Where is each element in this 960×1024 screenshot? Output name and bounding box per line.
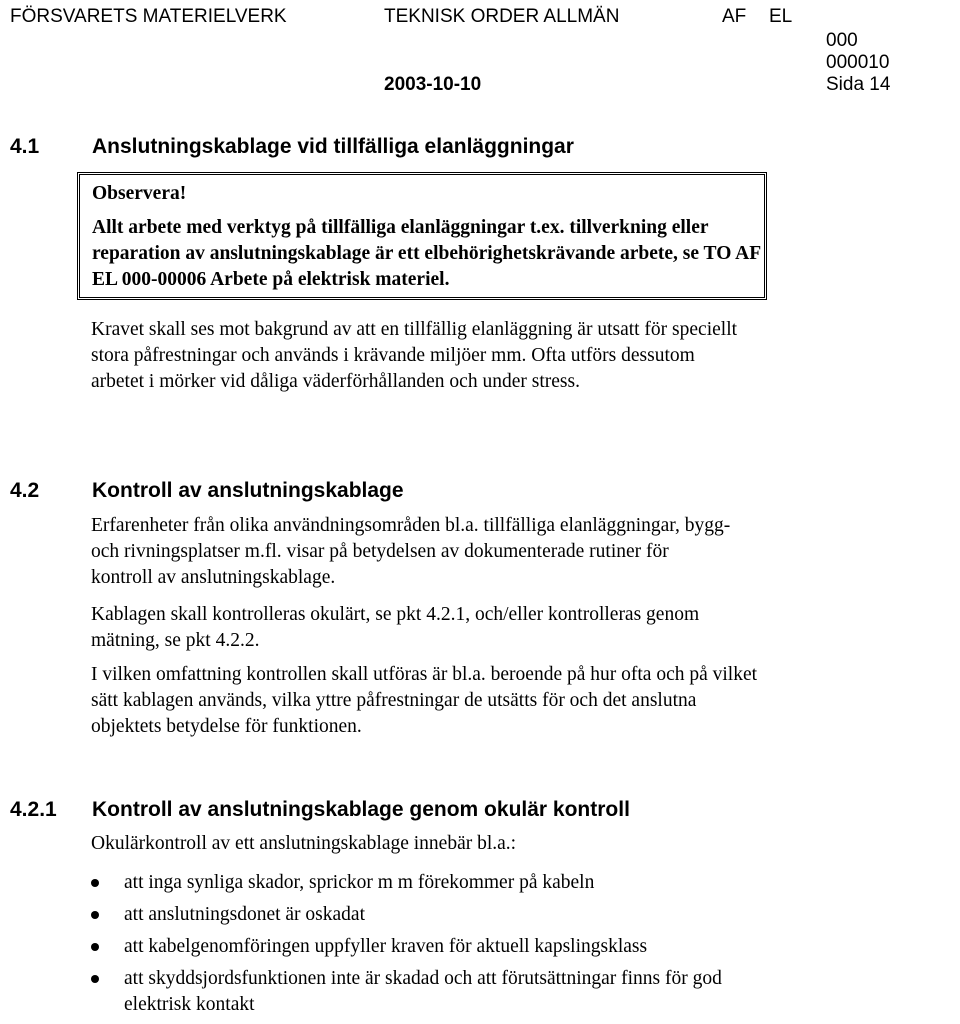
bullet-icon — [91, 911, 99, 919]
list-item-text: att kabelgenomföringen uppfyller kraven för aktuell kapslingsklass — [124, 936, 648, 957]
list-item — [91, 934, 751, 960]
bullet-icon — [91, 975, 99, 983]
header-page-number: Sida 14 — [826, 74, 891, 95]
section-title: Anslutningskablage vid tillfälliga elanläggningar — [92, 135, 574, 158]
bullet-icon — [91, 943, 99, 951]
header-code-line2: 000010 — [826, 52, 890, 73]
list-item — [91, 870, 751, 896]
notice-box — [77, 172, 767, 300]
section-4-2-heading — [10, 478, 710, 504]
section-4-1-heading — [10, 134, 710, 160]
section-title: Kontroll av anslutningskablage — [92, 479, 404, 502]
header-organization: FÖRSVARETS MATERIELVERK — [10, 6, 287, 27]
section-number: 4.2.1 — [10, 798, 57, 821]
section-4-2-1-heading — [10, 797, 710, 823]
header-date: 2003-10-10 — [384, 74, 482, 95]
header-code-el: EL — [769, 6, 793, 27]
inspection-checklist — [91, 870, 751, 1024]
section-4-2-1-intro: Okulärkontroll av ett anslutningskablage innebär bl.a.: — [91, 833, 517, 854]
section-4-2-paragraph-1: Erfarenheter från olika användningsområden bl.a. tillfälliga elanläggningar, bygg- och rivningsplatser m.fl. visar på betydelsen av dokumenterade rutiner för kontroll av anslutningskablage. — [91, 515, 731, 588]
list-item-text: att anslutningsdonet är oskadat — [124, 904, 365, 925]
header-code-prefix: AF — [722, 6, 747, 27]
section-number: 4.2 — [10, 479, 40, 502]
notice-text: Allt arbete med verktyg på tillfälliga elanläggningar t.ex. tillverkning eller reparation av anslutningskablage är ett elbehörighetskrävande arbete, se TO AF EL 000-00006 Arbete på elektrisk materiel. — [92, 217, 761, 290]
section-title: Kontroll av anslutningskablage genom okulär kontroll — [92, 798, 630, 821]
section-4-2-paragraph-2: Kablagen skall kontrolleras okulärt, se pkt 4.2.1, och/eller kontrolleras genom mätning, se pkt 4.2.2. — [91, 604, 700, 651]
notice-label: Observera! — [92, 183, 187, 204]
list-item-text: att inga synliga skador, sprickor m m förekommer på kabeln — [124, 872, 595, 893]
header-document-type: TEKNISK ORDER ALLMÄN — [384, 6, 620, 27]
list-item — [91, 902, 751, 928]
section-4-1-paragraph: Kravet skall ses mot bakgrund av att en tillfällig elanläggning är utsatt för speciellt stora påfrestningar och används i krävande miljöer mm. Ofta utförs dessutom arbetet i mörker vid dåliga väderförhållanden och under stress. — [91, 319, 738, 392]
list-item-text: att skyddsjordsfunktionen inte är skadad och att förutsättningar finns för god elektrisk kontakt — [124, 968, 722, 1015]
section-number: 4.1 — [10, 135, 40, 158]
section-4-2-paragraph-3: I vilken omfattning kontrollen skall utföras är bl.a. beroende på hur ofta och på vilket sätt kablagen används, vilka yttre påfrestningar de utsätts för och det anslutna objektets betydelse för funktionen. — [91, 664, 758, 737]
list-item — [91, 966, 751, 1018]
header-code-line1: 000 — [826, 30, 858, 51]
bullet-icon — [91, 879, 99, 887]
